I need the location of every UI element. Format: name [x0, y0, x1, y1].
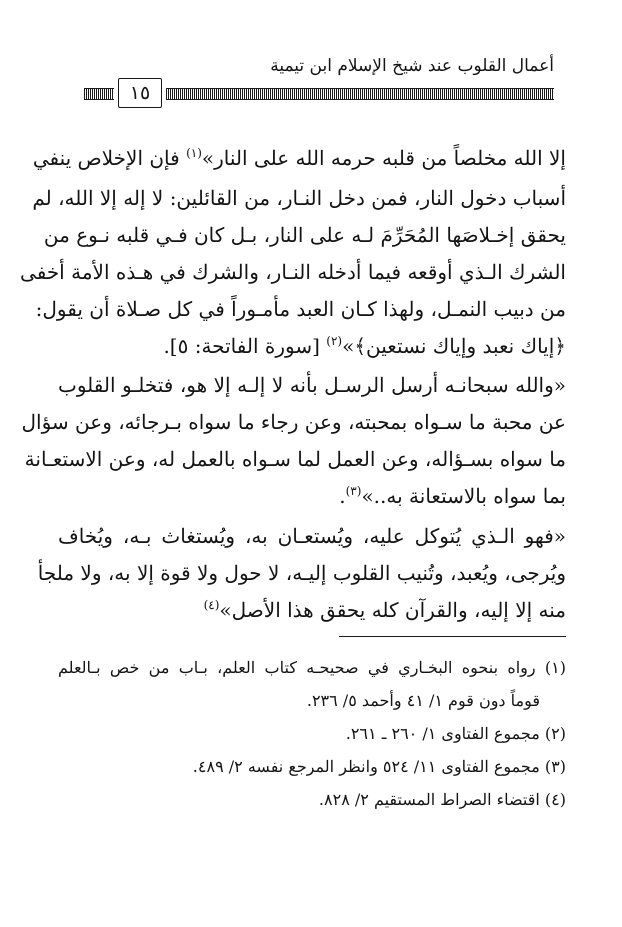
- footnote-ref: (٤): [203, 597, 220, 612]
- running-title: أعمال القلوب عند شيخ الإسلام ابن تيمية: [270, 56, 554, 76]
- footnote-ref: (١): [186, 146, 202, 160]
- page-number: ١٥: [118, 78, 162, 108]
- text-line: من دبيب النمـل، ولهذا كـان العبد مأمـوراً في كل صـلاة أن يقول:: [35, 296, 566, 321]
- text-line: يحقق إخـلاصَها المُحَرِّمَ لـه على النار، بـل كان فـي قلبه نـوع من: [43, 222, 566, 247]
- text-line: عن محبة ما سـواه بمحبته، وعن رجاء ما سواه بـرجائه، وعن سؤال: [21, 410, 566, 435]
- text-line: ويُرجى، ويُعبد، وتُنيب القلوب إليـه، لا حول ولا قوة إلا به، ولا ملجأ: [37, 560, 566, 585]
- header-rule-left: [84, 88, 114, 100]
- text-line: أسباب دخول النار، فمن دخل النـار، من القائلين: لا إله إلا الله، لم: [32, 185, 566, 210]
- footnote-ref: (٢): [326, 333, 343, 348]
- text-line: منه إلا إليه، والقرآن كله يحقق هذا الأصل»$^{(٤)}$: [203, 597, 566, 622]
- footnote-separator: [339, 636, 566, 637]
- text-line: ﴿إياك نعبد وإياك نستعين﴾»$^{(٢)}$ [سورة الفاتحة: ٥].: [163, 333, 566, 358]
- footnote-item: (١) رواه بنحوه البخـاري في صحيحـه كتاب العلم، بـاب من خص بـالعلم: [58, 658, 566, 677]
- text-line: إلا الله مخلصاً من قلبه حرمه الله على النار»$^{(١)}$ فإن الإخلاص ينفي: [32, 146, 566, 170]
- text-line: ما سواه بسـؤاله، وعن العمل لما سـواه بالعمل له، وعن الاستعـانة: [24, 447, 566, 472]
- footnote-item: (٣) مجموع الفتاوى ١١/ ٥٢٤ وانظر المرجع نفسه ٢/ ٤٨٩.: [192, 757, 566, 776]
- footnote-ref: (٣): [345, 484, 362, 499]
- footnote-item: (٤) اقتضاء الصراط المستقيم ٢/ ٨٢٨.: [318, 790, 566, 809]
- text-line: «والله سبحانـه أرسل الرسـل بأنه لا إلـه إلا هو، فتخلـو القلوب: [58, 373, 566, 398]
- main-text: [20, 140, 566, 632]
- header-rule-right: [166, 88, 554, 100]
- text-line: الشرك الـذي أوقعه فيما أدخله النـار، والشرك في هـذه الأمة أخفى: [20, 259, 566, 284]
- page-header: [84, 54, 554, 106]
- footnotes: [58, 651, 566, 816]
- text-line: «فهو الـذي يُتوكل عليه، ويُستعـان به، ويُستغاث بـه، ويُخاف: [58, 524, 566, 549]
- footnote-item-continued: قوماً دون قوم ١/ ٤١ وأحمد ٥/ ٢٣٦.: [306, 691, 540, 710]
- text-line: بما سواه بالاستعانة به..»$^{(٣)}$.: [339, 484, 566, 509]
- footnote-item: (٢) مجموع الفتاوى ١/ ٢٦٠ ـ ٢٦١.: [345, 724, 566, 743]
